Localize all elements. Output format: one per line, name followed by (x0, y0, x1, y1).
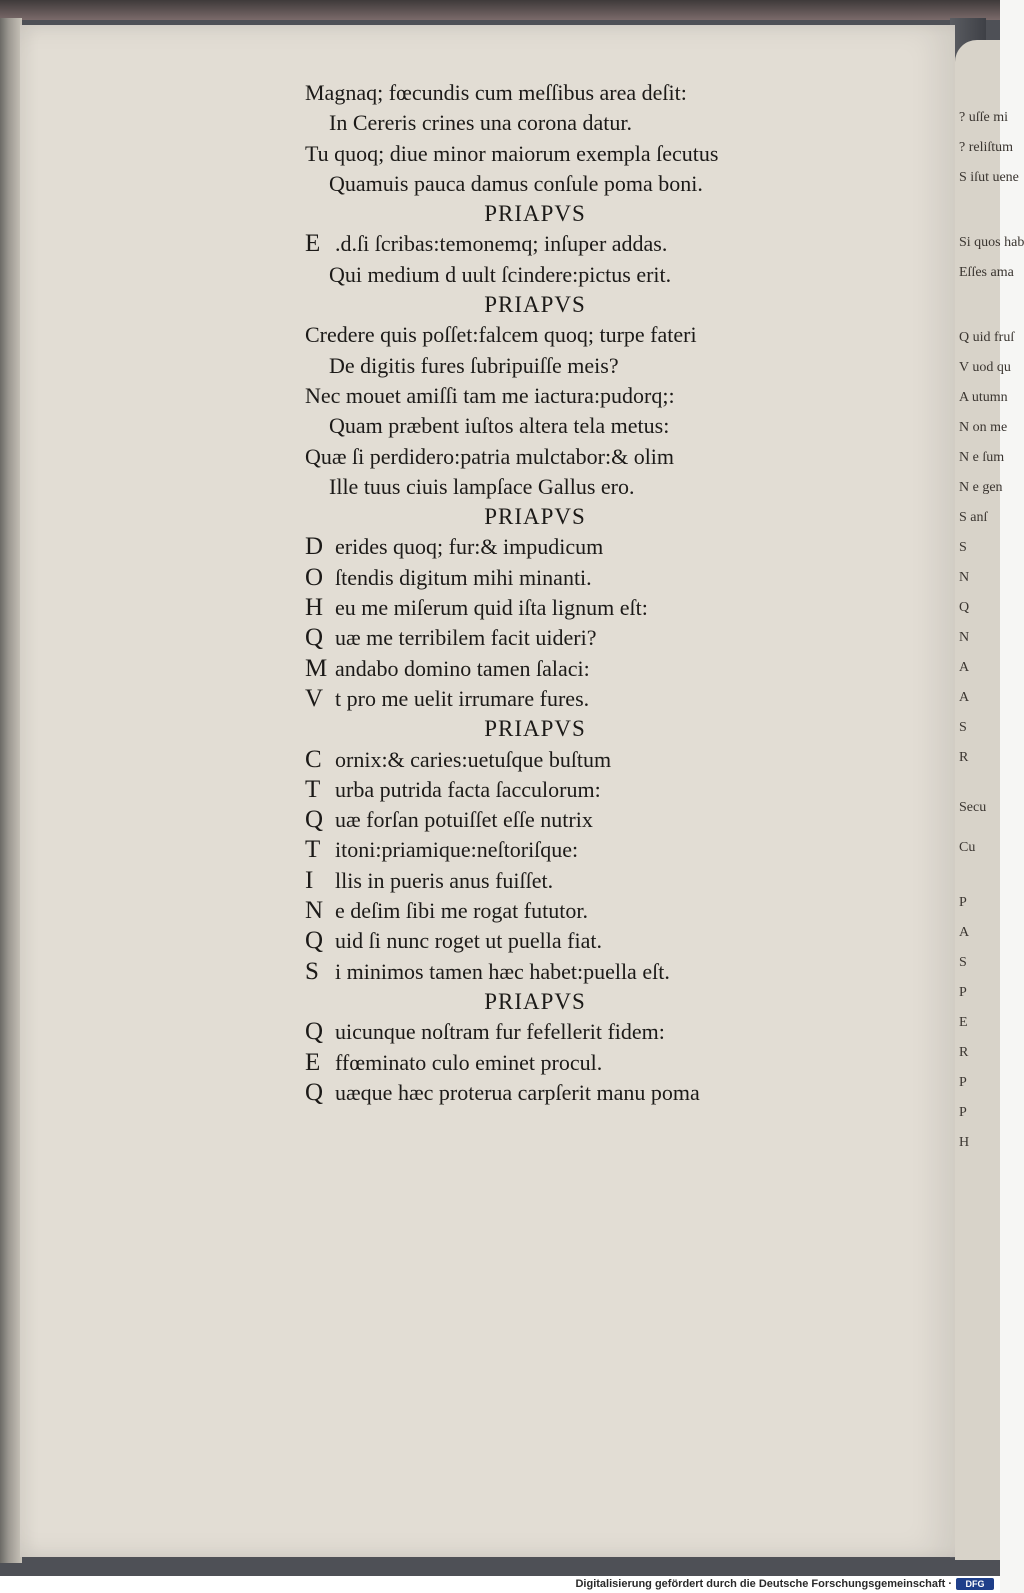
acrostic-initial: E (305, 1048, 321, 1076)
acrostic-initial: M (305, 654, 328, 682)
acrostic-verse-line (305, 623, 825, 653)
facing-page-text: A (959, 660, 970, 675)
acrostic-initial: T (305, 836, 321, 864)
verse-text: erides quoq; fur:& impudicum (335, 534, 604, 560)
acrostic-initial: Q (305, 1078, 324, 1106)
acrostic-initial: Q (305, 624, 324, 652)
verse-line: De digitis fures ſubripuiſſe meis? (329, 352, 619, 378)
verse-text: uicunque noſtram fur fefellerit fidem: (335, 1019, 665, 1045)
footer-credit-text: Digitalisierung gefördert durch die Deutsche Forschungsgemeinschaft · (575, 1578, 952, 1590)
facing-page-text: Q (959, 600, 970, 615)
facing-page-text: P (959, 895, 967, 910)
footer-bar (0, 1576, 1000, 1593)
facing-page-text: S (959, 955, 967, 970)
facing-page-fragment (955, 40, 1024, 1560)
acrostic-initial: Q (305, 806, 324, 834)
acrostic-verse-line (305, 896, 825, 926)
facing-page-text: N on me (959, 420, 1008, 435)
acrostic-verse-line (305, 957, 825, 987)
facing-page-text: Si quos hab (959, 235, 1024, 250)
poem-heading: PRIAPVS (484, 292, 586, 318)
verse-text: uæque hæc proterua carpſerit manu poma (335, 1079, 700, 1105)
acrostic-verse-line (305, 805, 825, 835)
verse-line: Tu quoq; diue minor maiorum exempla ſecutus (305, 140, 719, 166)
verse-text: t pro me uelit irrumare fures. (335, 685, 590, 711)
facing-page-text: S (959, 720, 967, 735)
acrostic-initial: V (305, 684, 324, 712)
verse-line: Quæ ſi perdidero:patria mulctabor:& olim (305, 443, 675, 469)
verse-line: Ille tuus ciuis lampſace Gallus ero. (329, 473, 635, 499)
acrostic-initial: I (305, 866, 314, 894)
facing-page-text: N (959, 570, 970, 585)
poem-heading: PRIAPVS (484, 988, 586, 1014)
acrostic-verse-line (305, 532, 825, 562)
facing-page-text: N (959, 630, 970, 645)
facing-page-text: S iſut uene (959, 170, 1019, 185)
verse-text: uid ſi nunc roget ut puella fiat. (335, 928, 602, 954)
verse-text: ffœminato culo eminet procul. (335, 1049, 603, 1075)
acrostic-verse-line (305, 1078, 825, 1108)
verse-text: e deſim ſibi me rogat fututor. (335, 898, 588, 924)
verse-line: Quamuis pauca damus conſule poma boni. (329, 170, 703, 196)
verse-line: Nec mouet amiſſi tam me iactura:pudorq;: (305, 382, 675, 408)
acrostic-initial: E (305, 230, 321, 258)
page-gutter-left (0, 18, 22, 1563)
acrostic-initial: C (305, 745, 322, 773)
acrostic-verse-line (305, 775, 825, 805)
facing-page-text: H (959, 1135, 970, 1150)
facing-page-text: A (959, 690, 970, 705)
facing-page-text: Eſſes ama (959, 265, 1014, 280)
acrostic-verse-line (305, 745, 825, 775)
acrostic-verse-line (305, 563, 825, 593)
facing-page-text: R (959, 1045, 969, 1060)
facing-page-text: Cu (959, 840, 976, 855)
verse-line: Qui medium d uult ſcindere:pictus erit. (329, 261, 672, 287)
acrostic-verse-line (305, 835, 825, 865)
facing-page-text: P (959, 985, 967, 1000)
facing-page-text: P (959, 1105, 967, 1120)
acrostic-verse-line (305, 1017, 825, 1047)
acrostic-initial: N (305, 897, 324, 925)
acrostic-initial: H (305, 594, 324, 622)
verse-text: .d.ſi ſcribas:temonemq; inſuper addas. (335, 231, 668, 257)
poem-heading: PRIAPVS (484, 716, 586, 742)
poem-heading: PRIAPVS (484, 201, 586, 227)
facing-page-text: A (959, 925, 970, 940)
verse-line: In Cereris crines una corona datur. (329, 110, 632, 136)
verse-line: Quam præbent iuſtos altera tela metus: (329, 413, 670, 439)
verse-text: ornix:& caries:uetuſque buſtum (335, 746, 612, 772)
facing-page-text: S (959, 540, 967, 555)
facing-page-text: A utumn (959, 390, 1008, 405)
poem-heading: PRIAPVS (484, 504, 586, 530)
acrostic-initial: D (305, 533, 324, 561)
verse-text: andabo domino tamen ſalaci: (335, 655, 590, 681)
facing-page-text: N e ſum (959, 450, 1005, 465)
facing-page-text: P (959, 1075, 967, 1090)
acrostic-initial: T (305, 775, 321, 803)
acrostic-verse-line (305, 593, 825, 623)
verse-text: itoni:priamique:neſtoriſque: (335, 837, 579, 863)
facing-page-text: V uod qu (959, 360, 1011, 375)
verse-text: ſtendis digitum mihi minanti. (335, 564, 592, 590)
acrostic-verse-line (305, 1048, 825, 1078)
acrostic-initial: Q (305, 1018, 324, 1046)
verse-text: eu me miſerum quid iſta lignum eſt: (335, 595, 648, 621)
verse-line: Credere quis poſſet:falcem quoq; turpe fateri (305, 322, 697, 348)
acrostic-initial: Q (305, 927, 324, 955)
acrostic-verse-line (305, 684, 825, 714)
verse-text: uæ forſan potuiſſet eſſe nutrix (335, 807, 593, 833)
facing-page-text: N e gen (959, 480, 1003, 495)
acrostic-initial: S (305, 957, 319, 985)
verse-text: i minimos tamen hæc habet:puella eſt. (335, 958, 670, 984)
verse-text: urba putrida facta ſacculorum: (335, 776, 601, 802)
acrostic-verse-line (305, 926, 825, 956)
acrostic-verse-line (305, 866, 825, 896)
facing-page-text: ? reliſtum (959, 140, 1014, 155)
facing-page-text: R (959, 750, 969, 765)
verse-text: llis in pueris anus fuiſſet. (335, 867, 554, 893)
verse-text: uæ me terribilem facit uideri? (335, 625, 597, 651)
facing-page-text: ? uſſe mi (959, 110, 1008, 125)
facing-page-text: E (959, 1015, 968, 1030)
verse-text-block (305, 78, 825, 1108)
facing-page-text: Q uid fruſ (959, 330, 1015, 345)
acrostic-verse-line (305, 229, 825, 259)
verse-line: Magnaq; fœcundis cum meſſibus area deſit: (305, 80, 687, 105)
facing-page-text: Secu (959, 800, 987, 815)
book-top-edge (0, 0, 1000, 20)
facing-page-text: S anſ (959, 510, 988, 525)
acrostic-verse-line (305, 654, 825, 684)
acrostic-initial: O (305, 563, 324, 591)
dfg-logo[interactable]: DFG (956, 1578, 994, 1590)
